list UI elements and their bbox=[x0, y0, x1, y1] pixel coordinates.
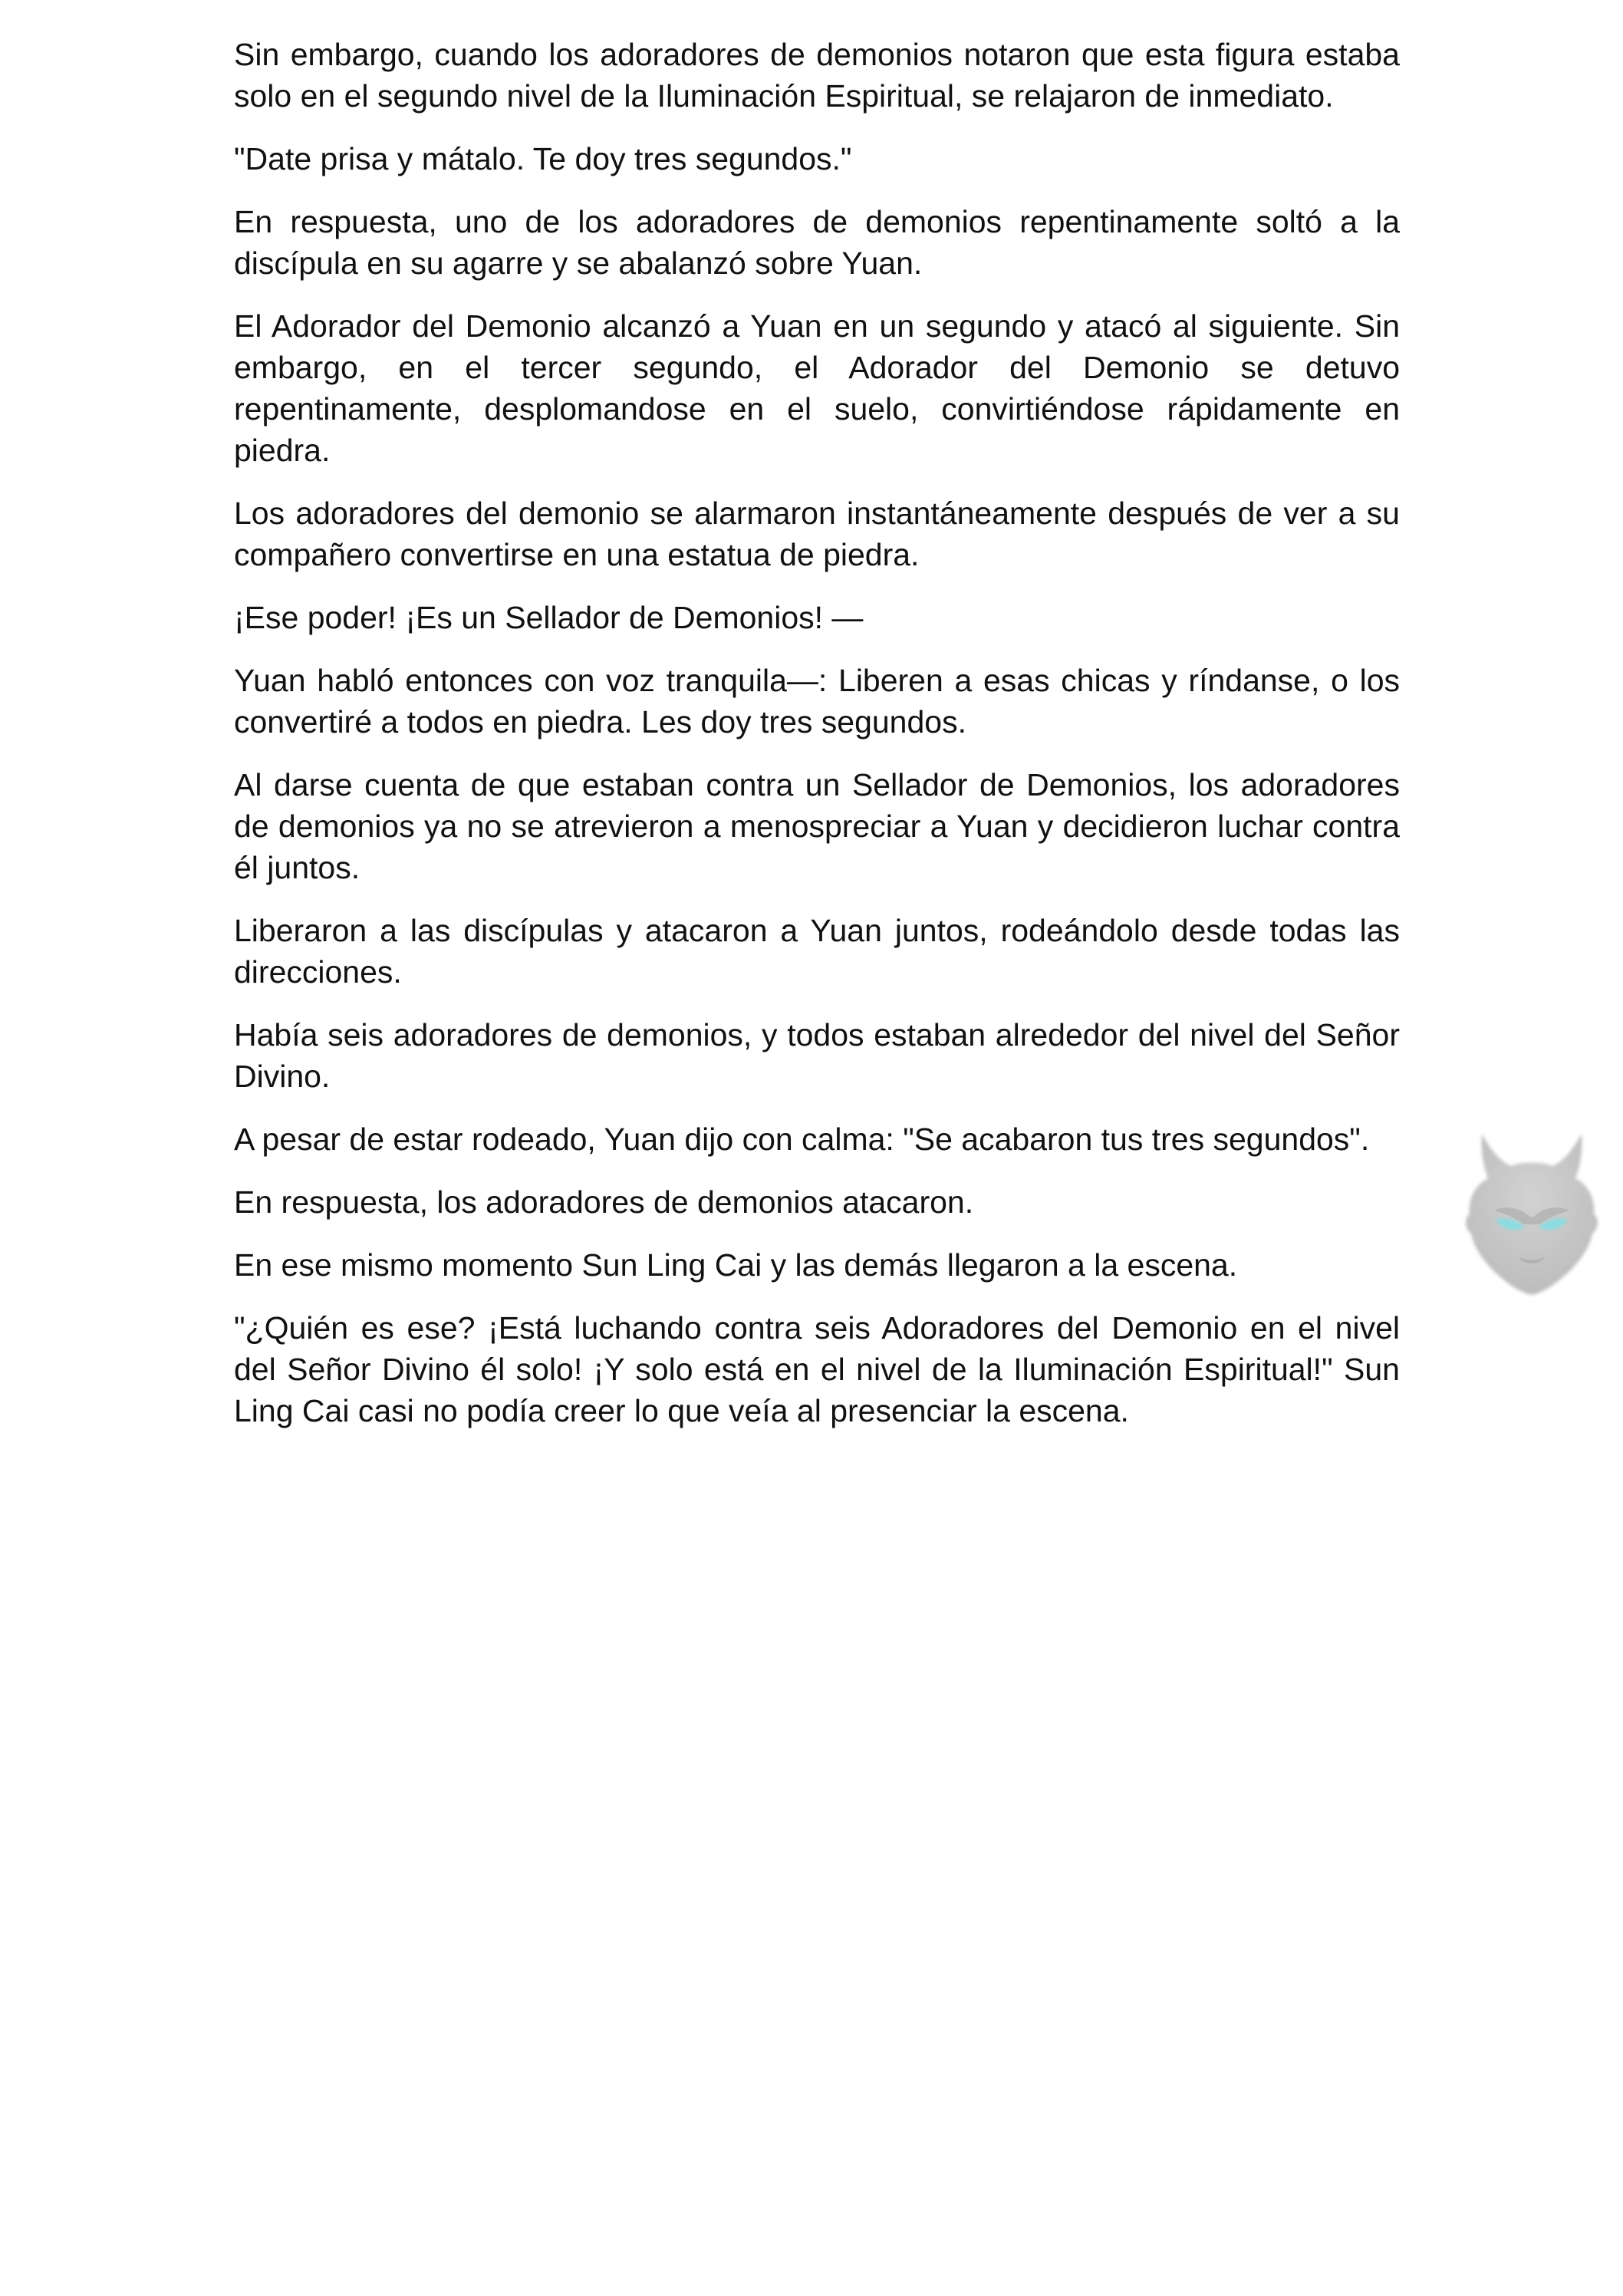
demon-head-icon bbox=[1460, 1128, 1603, 1298]
paragraph-1: Sin embargo, cuando los adoradores de demonios notaron que esta figura estaba solo en el segundo nivel de la Iluminación Espiritual, se relajaron de inmediato. bbox=[234, 37, 1400, 114]
paragraph-3: En respuesta, uno de los adoradores de demonios repentinamente soltó a la discípula en su agarre y se abalanzó sobre Yuan. bbox=[234, 204, 1400, 281]
paragraph-7: Yuan habló entonces con voz tranquila—: Liberen a esas chicas y ríndanse, o los convertiré a todos en piedra. Les doy tres segundos. bbox=[234, 663, 1400, 740]
paragraph-14: "¿Quién es ese? ¡Está luchando contra seis Adoradores del Demonio en el nivel del Señor Divino él solo! ¡Y solo está en el nivel de la Iluminación Espiritual!" Sun Ling Cai casi no podía creer lo que veía al presenciar la escena. bbox=[234, 1310, 1400, 1428]
paragraph-4: El Adorador del Demonio alcanzó a Yuan en un segundo y atacó al siguiente. Sin embargo, en el tercer segundo, el Adorador del Demonio se detuvo repentinamente, desplomandose en el suelo, convirtiéndose rápidamente en piedra. bbox=[234, 308, 1400, 468]
paragraph-2: "Date prisa y mátalo. Te doy tres segundos." bbox=[234, 141, 852, 176]
paragraph-6: ¡Ese poder! ¡Es un Sellador de Demonios! — bbox=[234, 600, 864, 635]
paragraph-12: En respuesta, los adoradores de demonios atacaron. bbox=[234, 1184, 974, 1220]
paragraph-10: Había seis adoradores de demonios, y todos estaban alrededor del nivel del Señor Divino. bbox=[234, 1017, 1400, 1094]
paragraph-5: Los adoradores del demonio se alarmaron instantáneamente después de ver a su compañero convertirse en una estatua de piedra. bbox=[234, 496, 1400, 572]
body-text bbox=[234, 34, 1400, 1453]
paragraph-9: Liberaron a las discípulas y atacaron a Yuan juntos, rodeándolo desde todas las direcciones. bbox=[234, 913, 1400, 990]
paragraph-11: A pesar de estar rodeado, Yuan dijo con calma: "Se acabaron tus tres segundos". bbox=[234, 1122, 1370, 1157]
paragraph-13: En ese mismo momento Sun Ling Cai y las demás llegaron a la escena. bbox=[234, 1247, 1238, 1283]
paragraph-8: Al darse cuenta de que estaban contra un Sellador de Demonios, los adoradores de demonios ya no se atrevieron a menospreciar a Yuan y decidieron luchar contra él juntos. bbox=[234, 767, 1400, 885]
